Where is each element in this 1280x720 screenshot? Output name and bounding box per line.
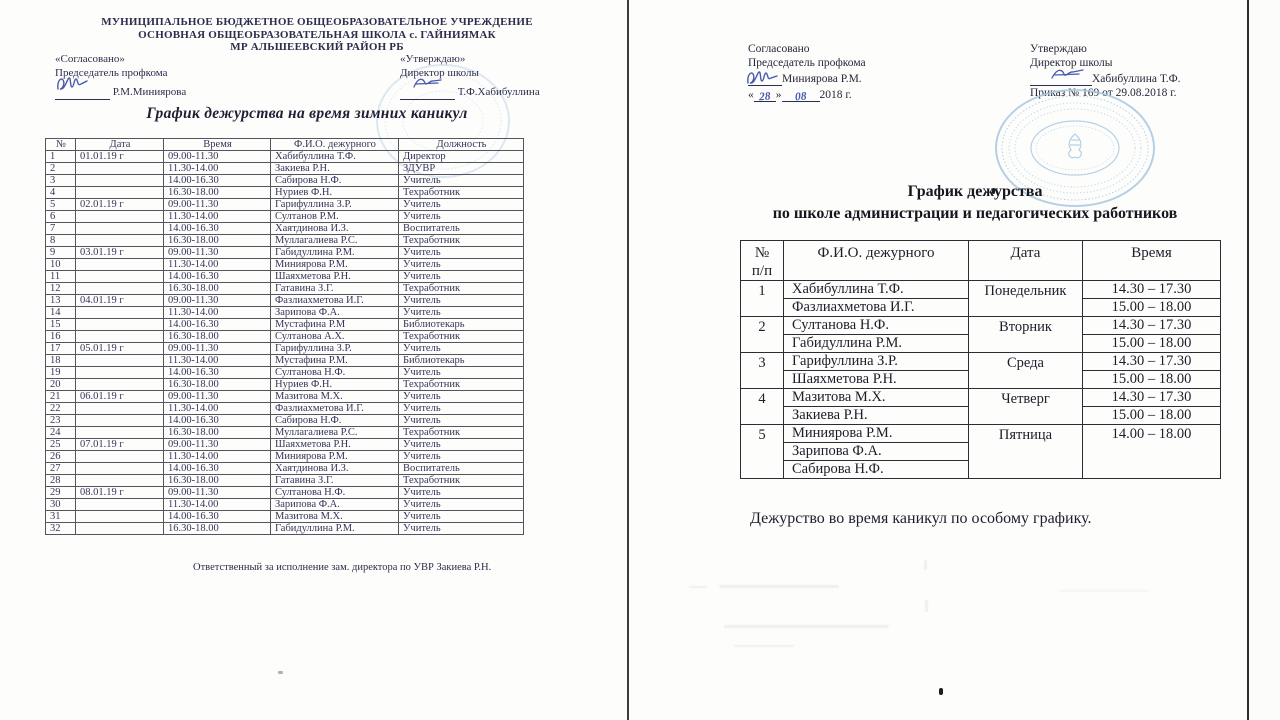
fio-cell: Муллагалиева Р.С. bbox=[271, 235, 399, 247]
approved-role: Директор школы bbox=[1030, 57, 1113, 69]
time-cell: 16.30-18.00 bbox=[164, 235, 271, 247]
time-cell: 11.30-14.00 bbox=[164, 499, 271, 511]
fio-cell: Хаятдинова И.З. bbox=[271, 463, 399, 475]
fio-cell: Фазлиахметова И.Г. bbox=[271, 295, 399, 307]
role-cell: Учитель bbox=[399, 343, 524, 355]
approved-caption: «Утверждаю» bbox=[400, 53, 466, 65]
date-cell: 07.01.19 г bbox=[76, 439, 164, 451]
time-cell: 11.30-14.00 bbox=[164, 451, 271, 463]
title-line-2: по школе администрации и педагогических работников bbox=[772, 205, 1178, 222]
fio-cell: Сабирова Н.Ф. bbox=[271, 175, 399, 187]
table-row bbox=[46, 511, 524, 523]
date-cell bbox=[76, 307, 164, 319]
time-cell: 16.30-18.00 bbox=[164, 523, 271, 535]
role-cell: Учитель bbox=[399, 175, 524, 187]
fio-cell: Нуриев Ф.Н. bbox=[271, 379, 399, 391]
num-cell: 3 bbox=[741, 353, 784, 389]
handwritten-month: 08 bbox=[794, 90, 807, 104]
winter-table-body bbox=[46, 151, 524, 535]
date-cell bbox=[76, 259, 164, 271]
num-cell: 5 bbox=[46, 199, 76, 211]
role-cell: Учитель bbox=[399, 511, 524, 523]
date-cell bbox=[76, 283, 164, 295]
num-cell: 25 bbox=[46, 439, 76, 451]
day-cell: Среда bbox=[969, 353, 1083, 389]
time-cell: 14.00-16.30 bbox=[164, 175, 271, 187]
table-row bbox=[46, 307, 524, 319]
fio-cell: Гарифуллина З.Р. bbox=[271, 343, 399, 355]
approved-role: Директор школы bbox=[400, 66, 479, 79]
time-cell: 14.00-16.30 bbox=[164, 367, 271, 379]
role-cell: Учитель bbox=[399, 307, 524, 319]
time-cell: 16.30-18.00 bbox=[164, 187, 271, 199]
table-row bbox=[46, 343, 524, 355]
table-row bbox=[741, 281, 1221, 299]
table-row bbox=[46, 463, 524, 475]
role-cell: Учитель bbox=[399, 199, 524, 211]
table-row bbox=[46, 487, 524, 499]
time-cell: 14.00-16.30 bbox=[164, 415, 271, 427]
fio-cell: Султанова Н.Ф. bbox=[271, 487, 399, 499]
fio-cell: Гатавина З.Г. bbox=[271, 475, 399, 487]
approved-name: Т.Ф.Хабибуллина bbox=[457, 86, 540, 98]
fio-cell: Габидуллина Р.М. bbox=[271, 247, 399, 259]
day-cell: Понедельник bbox=[969, 281, 1083, 317]
date-cell bbox=[76, 499, 164, 511]
table-row bbox=[46, 223, 524, 235]
name-cell: Миниярова Р.М. bbox=[784, 425, 969, 443]
time-cell: 15.00 – 18.00 bbox=[1083, 335, 1221, 353]
fio-cell: Гатавина З.Г. bbox=[271, 283, 399, 295]
date-cell bbox=[76, 403, 164, 415]
year-label: 2018 г. bbox=[819, 89, 852, 101]
name-cell: Гарифуллина З.Р. bbox=[784, 353, 969, 371]
fio-cell: Сабирова Н.Ф. bbox=[271, 415, 399, 427]
role-cell: Воспитатель bbox=[399, 223, 524, 235]
date-cell: 01.01.19 г bbox=[76, 151, 164, 163]
num-cell: 6 bbox=[46, 211, 76, 223]
time-cell: 09.00-11.30 bbox=[164, 487, 271, 499]
date-cell: 05.01.19 г bbox=[76, 343, 164, 355]
time-cell: 09.00-11.30 bbox=[164, 247, 271, 259]
num-cell: 11 bbox=[46, 271, 76, 283]
col-header-fio: Ф.И.О. дежурного bbox=[784, 241, 969, 281]
num-cell: 19 bbox=[46, 367, 76, 379]
num-cell: 2 bbox=[46, 163, 76, 175]
role-cell: Техработник bbox=[399, 331, 524, 343]
approved-name: Хабибуллина Т.Ф. bbox=[1092, 73, 1181, 85]
time-cell: 15.00 – 18.00 bbox=[1083, 407, 1221, 425]
table-row bbox=[46, 175, 524, 187]
time-cell: 16.30-18.00 bbox=[164, 475, 271, 487]
name-cell: Султанова Н.Ф. bbox=[784, 317, 969, 335]
time-cell: 09.00-11.30 bbox=[164, 343, 271, 355]
num-cell: 16 bbox=[46, 331, 76, 343]
table-row bbox=[46, 271, 524, 283]
scan-noise bbox=[1059, 590, 1149, 592]
role-cell: Учитель bbox=[399, 211, 524, 223]
approved-block bbox=[1030, 42, 1181, 100]
fio-cell: Мазитова М.Х. bbox=[271, 511, 399, 523]
role-cell: Техработник bbox=[399, 427, 524, 439]
date-cell bbox=[76, 211, 164, 223]
col-header-date: Дата bbox=[969, 241, 1083, 281]
col-header-role: Должность bbox=[399, 139, 524, 151]
table-row bbox=[46, 247, 524, 259]
time-cell: 14.30 – 17.30 bbox=[1083, 389, 1221, 407]
scan-noise bbox=[924, 560, 927, 570]
date-cell bbox=[76, 427, 164, 439]
duty-table-body bbox=[741, 281, 1221, 479]
role-cell: Учитель bbox=[399, 523, 524, 535]
num-cell: 14 bbox=[46, 307, 76, 319]
order-line: Приказ № 169 от 29.08.2018 г. bbox=[1030, 87, 1177, 99]
role-cell: Учитель bbox=[399, 367, 524, 379]
table-header-row bbox=[46, 139, 524, 151]
signature-line bbox=[1030, 74, 1092, 86]
time-cell: 11.30-14.00 bbox=[164, 307, 271, 319]
role-cell: Директор bbox=[399, 151, 524, 163]
table-row bbox=[46, 283, 524, 295]
table-row bbox=[46, 451, 524, 463]
time-cell: 11.30-14.00 bbox=[164, 403, 271, 415]
agreed-block bbox=[748, 42, 866, 102]
scan-speck bbox=[939, 688, 943, 695]
time-cell: 16.30-18.00 bbox=[164, 379, 271, 391]
name-cell: Габидуллина Р.М. bbox=[784, 335, 969, 353]
name-cell: Зарипова Ф.А. bbox=[784, 443, 969, 461]
role-cell: Техработник bbox=[399, 235, 524, 247]
table-row bbox=[46, 259, 524, 271]
date-cell bbox=[76, 271, 164, 283]
date-cell bbox=[76, 223, 164, 235]
role-cell: Учитель bbox=[399, 295, 524, 307]
time-cell: 11.30-14.00 bbox=[164, 211, 271, 223]
num-cell: 28 bbox=[46, 475, 76, 487]
signature-line bbox=[748, 74, 782, 86]
date-cell: 02.01.19 г bbox=[76, 199, 164, 211]
time-cell: 14.00-16.30 bbox=[164, 223, 271, 235]
time-cell: 09.00-11.30 bbox=[164, 295, 271, 307]
org-line: ОСНОВНАЯ ОБЩЕОБРАЗОВАТЕЛЬНАЯ ШКОЛА с. ГАЙНИЯМАК bbox=[138, 28, 496, 41]
fio-cell: Габидуллина Р.М. bbox=[271, 523, 399, 535]
org-line: МР АЛЬШЕЕВСКИЙ РАЙОН РБ bbox=[230, 41, 404, 53]
date-cell bbox=[76, 511, 164, 523]
fio-cell: Закиева Р.Н. bbox=[271, 163, 399, 175]
approved-block bbox=[400, 53, 540, 100]
num-cell: 12 bbox=[46, 283, 76, 295]
num-cell: 23 bbox=[46, 415, 76, 427]
fio-cell: Хаятдинова И.З. bbox=[271, 223, 399, 235]
table-row bbox=[46, 403, 524, 415]
approved-caption: Утверждаю bbox=[1030, 43, 1087, 55]
responsible-footer: Ответственный за исполнение зам. директора по УВР Закиева Р.Н. bbox=[193, 562, 492, 573]
col-header-num: № bbox=[46, 139, 76, 151]
fio-cell: Гарифуллина З.Р. bbox=[271, 199, 399, 211]
num-cell: 2 bbox=[741, 317, 784, 353]
date-cell bbox=[76, 367, 164, 379]
num-cell: 1 bbox=[741, 281, 784, 317]
role-cell: Учитель bbox=[399, 259, 524, 271]
role-cell: Учитель bbox=[399, 439, 524, 451]
date-cell bbox=[76, 187, 164, 199]
quote-close: » bbox=[775, 89, 782, 101]
signature-line bbox=[55, 88, 110, 100]
date-cell bbox=[76, 175, 164, 187]
name-cell: Сабирова Н.Ф. bbox=[784, 461, 969, 479]
quote-open: « bbox=[748, 89, 754, 101]
role-cell: Учитель bbox=[399, 391, 524, 403]
fio-cell: Зарипова Ф.А. bbox=[271, 499, 399, 511]
role-cell: Учитель bbox=[399, 499, 524, 511]
fio-cell: Зарипова Ф.А. bbox=[271, 307, 399, 319]
time-cell: 14.30 – 17.30 bbox=[1083, 281, 1221, 299]
organization-header bbox=[20, 16, 614, 54]
table-row bbox=[46, 295, 524, 307]
agreed-name: Миниярова Р.М. bbox=[782, 73, 862, 85]
num-cell: 8 bbox=[46, 235, 76, 247]
num-cell: 15 bbox=[46, 319, 76, 331]
num-cell: 5 bbox=[741, 425, 784, 479]
table-row bbox=[46, 415, 524, 427]
num-cell: 9 bbox=[46, 247, 76, 259]
table-row bbox=[46, 211, 524, 223]
num-cell: 31 bbox=[46, 511, 76, 523]
date-cell bbox=[76, 331, 164, 343]
date-cell: 06.01.19 г bbox=[76, 391, 164, 403]
num-cell: 22 bbox=[46, 403, 76, 415]
col-header-time: Время bbox=[1083, 241, 1221, 281]
num-cell: 29 bbox=[46, 487, 76, 499]
time-cell: 14.30 – 17.30 bbox=[1083, 353, 1221, 371]
role-cell: Учитель bbox=[399, 403, 524, 415]
col-header-num: № п/п bbox=[741, 241, 784, 281]
num-cell: 10 bbox=[46, 259, 76, 271]
num-cell: 32 bbox=[46, 523, 76, 535]
time-cell: 14.30 – 17.30 bbox=[1083, 317, 1221, 335]
title-line-1: График дежурства bbox=[907, 183, 1043, 200]
fio-cell: Мазитова М.Х. bbox=[271, 391, 399, 403]
table-row bbox=[46, 331, 524, 343]
day-cell: Четверг bbox=[969, 389, 1083, 425]
role-cell: Техработник bbox=[399, 187, 524, 199]
agreed-block bbox=[55, 53, 186, 100]
page-weekly-schedule bbox=[629, 0, 1247, 720]
day-cell: Вторник bbox=[969, 317, 1083, 353]
table-row bbox=[46, 439, 524, 451]
agreed-role: Председатель профкома bbox=[748, 57, 866, 69]
table-row bbox=[741, 353, 1221, 371]
table-row bbox=[741, 425, 1221, 443]
role-cell: Техработник bbox=[399, 379, 524, 391]
fio-cell: Султанова Н.Ф. bbox=[271, 367, 399, 379]
fio-cell: Хабибуллина Т.Ф. bbox=[271, 151, 399, 163]
date-cell bbox=[76, 451, 164, 463]
table-row bbox=[46, 235, 524, 247]
num-cell: 20 bbox=[46, 379, 76, 391]
date-cell bbox=[76, 475, 164, 487]
date-cell: 08.01.19 г bbox=[76, 487, 164, 499]
role-cell: ЗДУВР bbox=[399, 163, 524, 175]
date-cell: 04.01.19 г bbox=[76, 295, 164, 307]
table-row bbox=[741, 389, 1221, 407]
time-cell: 11.30-14.00 bbox=[164, 163, 271, 175]
table-row bbox=[46, 319, 524, 331]
time-cell: 16.30-18.00 bbox=[164, 427, 271, 439]
num-cell: 26 bbox=[46, 451, 76, 463]
winter-duty-table bbox=[45, 138, 524, 535]
scan-noise bbox=[925, 600, 928, 612]
fio-cell: Мустафина Р.М bbox=[271, 319, 399, 331]
num-cell: 21 bbox=[46, 391, 76, 403]
fio-cell: Султанов Р.М. bbox=[271, 211, 399, 223]
num-cell: 4 bbox=[46, 187, 76, 199]
fio-cell: Шаяхметова Р.Н. bbox=[271, 439, 399, 451]
num-cell: 24 bbox=[46, 427, 76, 439]
time-cell: 16.30-18.00 bbox=[164, 331, 271, 343]
page-winter-schedule bbox=[0, 0, 627, 720]
org-line: МУНИЦИПАЛЬНОЕ БЮДЖЕТНОЕ ОБЩЕОБРАЗОВАТЕЛЬНОЕ УЧРЕЖДЕНИЕ bbox=[101, 16, 533, 28]
table-row bbox=[46, 499, 524, 511]
col-header-time: Время bbox=[164, 139, 271, 151]
table-row bbox=[46, 367, 524, 379]
scan-noise bbox=[734, 645, 794, 647]
time-cell: 14.00-16.30 bbox=[164, 271, 271, 283]
handwritten-day: 28 bbox=[758, 90, 771, 104]
table-row bbox=[46, 475, 524, 487]
role-cell: Воспитатель bbox=[399, 463, 524, 475]
scan-noise bbox=[689, 586, 707, 588]
page-title bbox=[665, 181, 1280, 225]
agreed-caption: «Согласовано» bbox=[55, 53, 125, 65]
num-cell: 7 bbox=[46, 223, 76, 235]
date-cell bbox=[76, 355, 164, 367]
name-cell: Мазитова М.Х. bbox=[784, 389, 969, 407]
num-cell: 3 bbox=[46, 175, 76, 187]
table-row bbox=[46, 391, 524, 403]
table-row bbox=[46, 379, 524, 391]
role-cell: Учитель bbox=[399, 271, 524, 283]
table-row bbox=[46, 163, 524, 175]
holiday-note: Дежурство во время каникул по особому графику. bbox=[750, 510, 1092, 527]
time-cell: 15.00 – 18.00 bbox=[1083, 371, 1221, 389]
date-cell bbox=[76, 163, 164, 175]
col-header-date: Дата bbox=[76, 139, 164, 151]
fio-cell: Миниярова Р.М. bbox=[271, 259, 399, 271]
scan-speck bbox=[278, 671, 283, 674]
role-cell: Техработник bbox=[399, 283, 524, 295]
table-row bbox=[741, 317, 1221, 335]
date-cell bbox=[76, 319, 164, 331]
time-cell: 14.00-16.30 bbox=[164, 511, 271, 523]
scan-margin bbox=[1249, 0, 1280, 720]
time-cell: 14.00 – 18.00 bbox=[1083, 425, 1221, 479]
time-cell: 11.30-14.00 bbox=[164, 355, 271, 367]
role-cell: Учитель bbox=[399, 415, 524, 427]
table-row bbox=[46, 427, 524, 439]
table-row bbox=[46, 355, 524, 367]
scan-noise bbox=[724, 625, 889, 628]
role-cell: Библиотекарь bbox=[399, 319, 524, 331]
name-cell: Хабибуллина Т.Ф. bbox=[784, 281, 969, 299]
fio-cell: Нуриев Ф.Н. bbox=[271, 187, 399, 199]
signature-line bbox=[400, 88, 455, 100]
num-cell: 27 bbox=[46, 463, 76, 475]
fio-cell: Муллагалиева Р.С. bbox=[271, 427, 399, 439]
num-cell: 13 bbox=[46, 295, 76, 307]
time-cell: 14.00-16.30 bbox=[164, 463, 271, 475]
time-cell: 09.00-11.30 bbox=[164, 439, 271, 451]
weekly-duty-table bbox=[740, 240, 1221, 479]
table-row bbox=[46, 187, 524, 199]
page-title: График дежурства на время зимних каникул bbox=[146, 105, 468, 122]
fio-cell: Султанова А.Х. bbox=[271, 331, 399, 343]
fio-cell: Фазлиахметова И.Г. bbox=[271, 403, 399, 415]
table-header-row bbox=[741, 241, 1221, 281]
date-cell bbox=[76, 523, 164, 535]
time-cell: 09.00-11.30 bbox=[164, 391, 271, 403]
day-cell: Пятница bbox=[969, 425, 1083, 479]
date-cell bbox=[76, 235, 164, 247]
num-cell: 4 bbox=[741, 389, 784, 425]
role-cell: Учитель bbox=[399, 487, 524, 499]
time-cell: 14.00-16.30 bbox=[164, 319, 271, 331]
role-cell: Учитель bbox=[399, 247, 524, 259]
name-cell: Закиева Р.Н. bbox=[784, 407, 969, 425]
table-row bbox=[46, 523, 524, 535]
num-cell: 30 bbox=[46, 499, 76, 511]
num-cell: 18 bbox=[46, 355, 76, 367]
time-cell: 09.00-11.30 bbox=[164, 199, 271, 211]
scan-noise bbox=[719, 585, 839, 588]
role-cell: Учитель bbox=[399, 451, 524, 463]
num-cell: 17 bbox=[46, 343, 76, 355]
role-cell: Библиотекарь bbox=[399, 355, 524, 367]
agreed-caption: Согласовано bbox=[748, 43, 810, 55]
date-cell bbox=[76, 379, 164, 391]
num-cell: 1 bbox=[46, 151, 76, 163]
agreed-role: Председатель профкома bbox=[55, 66, 168, 79]
date-cell: 03.01.19 г bbox=[76, 247, 164, 259]
date-cell bbox=[76, 415, 164, 427]
time-cell: 16.30-18.00 bbox=[164, 283, 271, 295]
fio-cell: Мустафина Р.М. bbox=[271, 355, 399, 367]
name-cell: Шаяхметова Р.Н. bbox=[784, 371, 969, 389]
time-cell: 09.00-11.30 bbox=[164, 151, 271, 163]
col-header-fio: Ф.И.О. дежурного bbox=[271, 139, 399, 151]
agreed-name: Р.М.Миниярова bbox=[112, 86, 187, 98]
date-cell bbox=[76, 463, 164, 475]
role-cell: Техработник bbox=[399, 475, 524, 487]
name-cell: Фазлиахметова И.Г. bbox=[784, 299, 969, 317]
time-cell: 15.00 – 18.00 bbox=[1083, 299, 1221, 317]
table-row bbox=[46, 151, 524, 163]
fio-cell: Шаяхметова Р.Н. bbox=[271, 271, 399, 283]
agreed-date-line bbox=[748, 88, 866, 102]
table-row bbox=[46, 199, 524, 211]
time-cell: 11.30-14.00 bbox=[164, 259, 271, 271]
fio-cell: Миниярова Р.М. bbox=[271, 451, 399, 463]
